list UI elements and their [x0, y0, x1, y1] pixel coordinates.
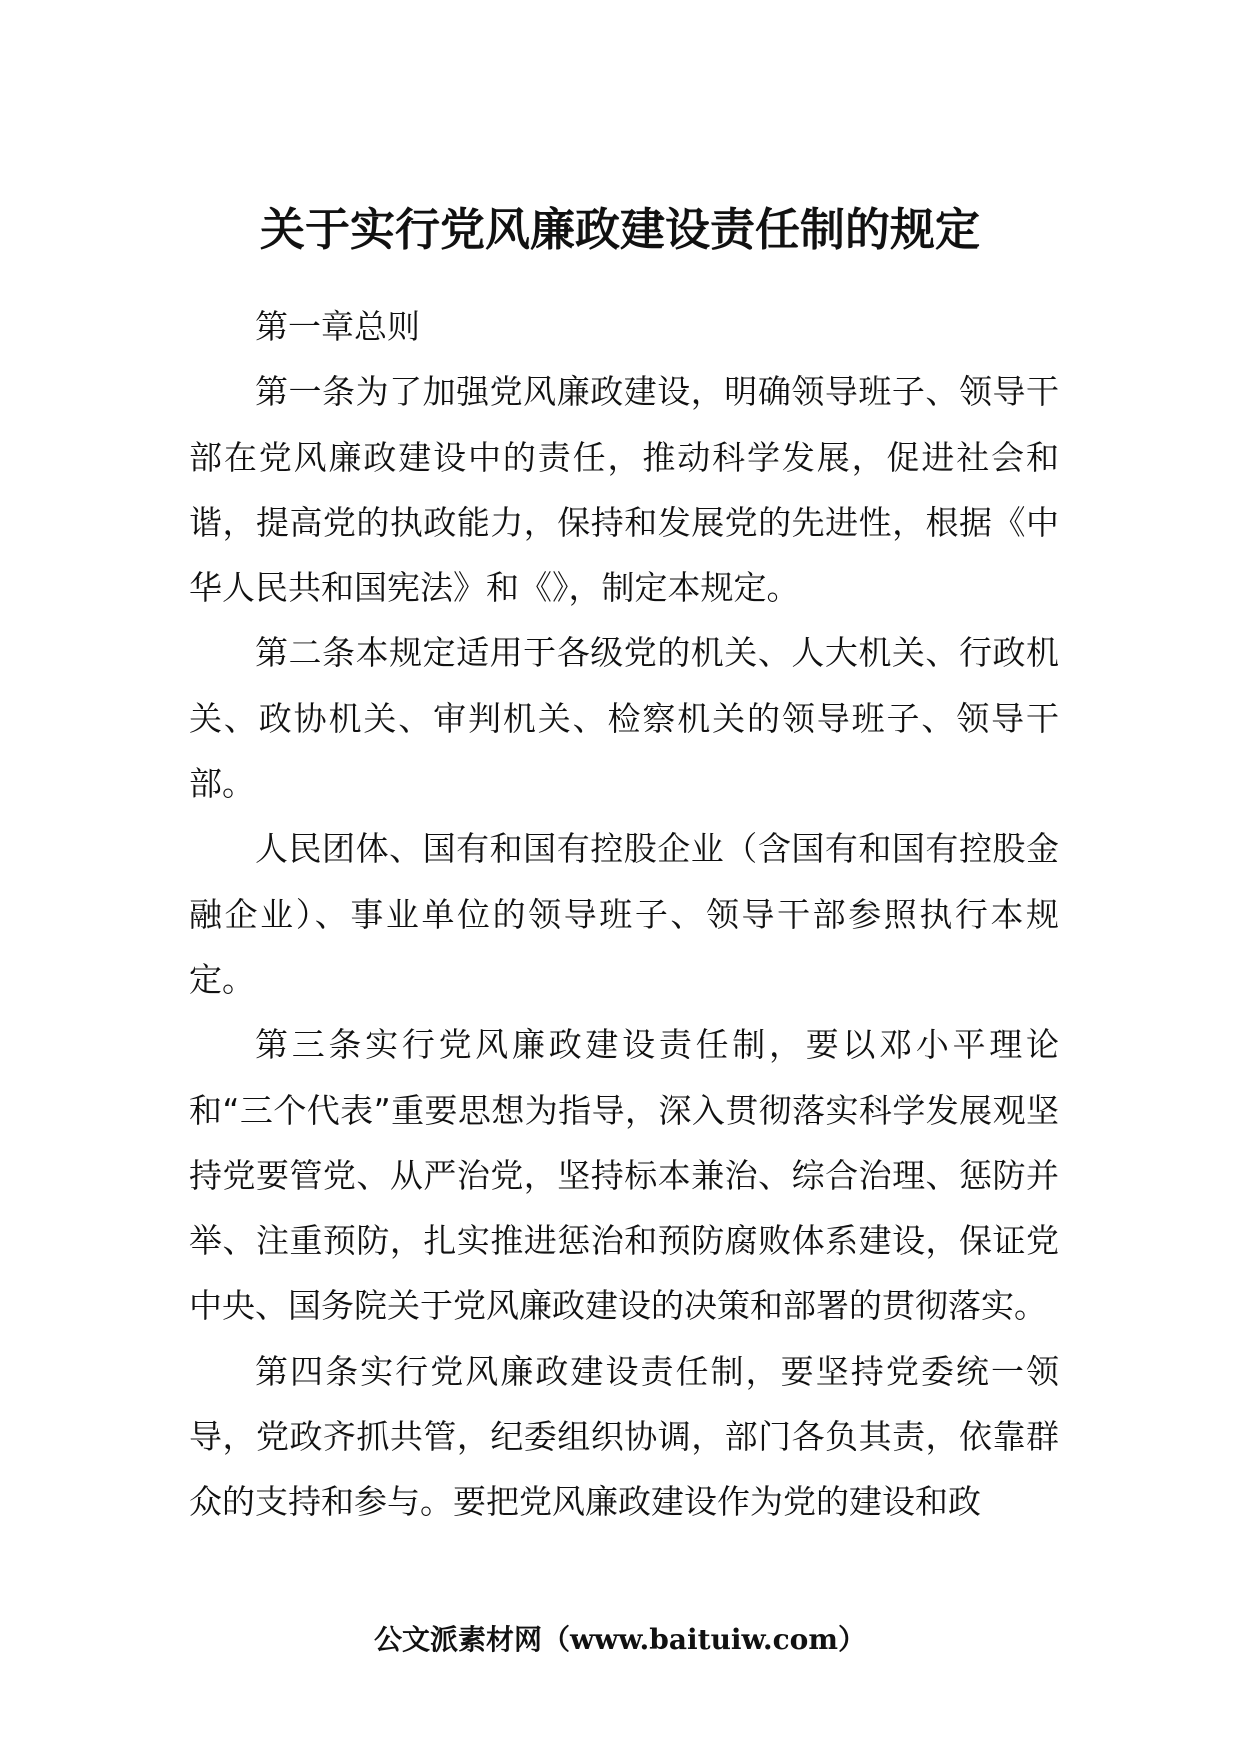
article-1-paragraph: 第一条为了加强党风廉政建设，明确领导班子、领导干部在党风廉政建设中的责任，推动科学发展，促进社会和谐，提高党的执政能力，保持和发展党的先进性，根据《中华人民共和国宪法》和《》，制定本规定。	[189, 372, 1059, 608]
article-2-scope-paragraph: 人民团体、国有和国有控股企业（含国有和国有控股金融企业）、事业单位的领导班子、领导干部参照执行本规定。	[189, 829, 1059, 999]
article-3-paragraph: 第三条实行党风廉政建设责任制，要以邓小平理论和“三个代表”重要思想为指导，深入贯彻落实科学发展观坚持党要管党、从严治党，坚持标本兼治、综合治理、惩防并举、注重预防，扎实推进惩治和预防腐败体系建设，保证党中央、国务院关于党风廉政建设的决策和部署的贯彻落实。	[189, 1025, 1059, 1326]
footer-watermark-text: 公文派素材网（www.baituiw.com）	[374, 1623, 866, 1656]
article-4-paragraph: 第四条实行党风廉政建设责任制，要坚持党委统一领导，党政齐抓共管，纪委组织协调，部门各负其责，依靠群众的支持和参与。要把党风廉政建设作为党的建设和政	[189, 1351, 1059, 1522]
document-body	[189, 294, 1059, 1535]
chapter-heading: 第一章总则	[255, 307, 420, 346]
document-title: 关于实行党风廉政建设责任制的规定	[259, 203, 980, 256]
article-2-paragraph: 第二条本规定适用于各级党的机关、人大机关、行政机关、政协机关、审判机关、检察机关的领导班子、领导干部。	[189, 633, 1059, 804]
